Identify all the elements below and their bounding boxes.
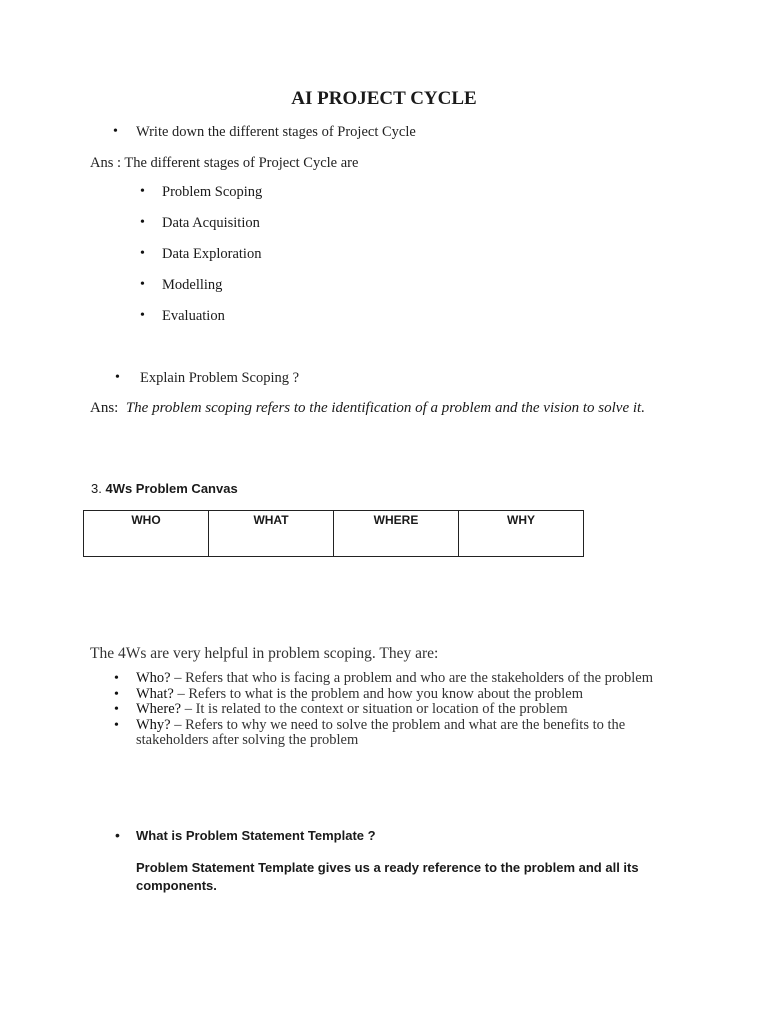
table-header-why: WHY	[459, 511, 584, 557]
question-2-text: Explain Problem Scoping ?	[140, 370, 300, 386]
bullet-question-2: •	[115, 370, 120, 385]
list-item-why	[112, 718, 682, 749]
four-ws-intro: The 4Ws are very helpful in problem scoping. They are:	[90, 645, 439, 662]
w-key: What?	[136, 685, 174, 702]
answer-text: The problem scoping refers to the identification of a problem and the vision to solve it.	[125, 400, 645, 416]
stage-label: Modelling	[162, 277, 223, 293]
stage-label: Problem Scoping	[162, 184, 263, 200]
bullet: •	[114, 717, 119, 733]
bullet: •	[140, 215, 145, 230]
question-1-text: Write down the different stages of Project Cycle	[136, 124, 416, 140]
canvas-heading	[91, 481, 238, 496]
canvas-title: 4Ws Problem Canvas	[105, 481, 238, 496]
bullet: •	[140, 246, 145, 261]
stage-label: Data Exploration	[162, 246, 262, 262]
table-header-where: WHERE	[334, 511, 459, 557]
w-text: – Refers to what is the problem and how you know about the problem	[177, 685, 583, 702]
stage-label: Data Acquisition	[162, 215, 260, 231]
question-2-answer	[90, 399, 670, 417]
bullet: •	[114, 671, 119, 686]
w-key: Where?	[136, 701, 182, 717]
list-item-who	[112, 671, 682, 687]
w-text: – It is related to the context or situation or location of the problem	[184, 701, 568, 717]
table-header-row	[84, 511, 584, 557]
question-1-answer-intro: Ans : The different stages of Project Cycle are	[90, 155, 359, 171]
question-3-text: What is Problem Statement Template ?	[136, 828, 376, 843]
list-item-where	[112, 702, 682, 718]
w-text: – Refers to why we need to solve the problem and what are the benefits to the stakeholders after solving the problem	[136, 716, 626, 748]
question-3-answer: Problem Statement Template gives us a ready reference to the problem and all its components.	[136, 860, 639, 893]
stage-label: Evaluation	[162, 308, 225, 324]
answer-prefix: Ans:	[90, 400, 119, 416]
bullet: •	[140, 184, 145, 199]
table-header-what: WHAT	[209, 511, 334, 557]
bullet-question-1: •	[113, 124, 118, 139]
bullet: •	[114, 686, 119, 702]
w-key: Why?	[136, 716, 171, 733]
bullet-question-3: •	[115, 827, 120, 843]
bullet: •	[140, 277, 145, 292]
w-text: – Refers that who is facing a problem and who are the stakeholders of the problem	[174, 670, 654, 686]
table-header-who: WHO	[84, 511, 209, 557]
four-ws-list	[112, 671, 682, 749]
w-key: Who?	[136, 670, 171, 686]
bullet: •	[140, 308, 145, 323]
list-item-what	[112, 687, 682, 703]
canvas-number: 3.	[91, 481, 102, 496]
bullet: •	[114, 702, 119, 717]
document-title: AI PROJECT CYCLE	[291, 88, 477, 109]
four-ws-table	[83, 510, 584, 557]
